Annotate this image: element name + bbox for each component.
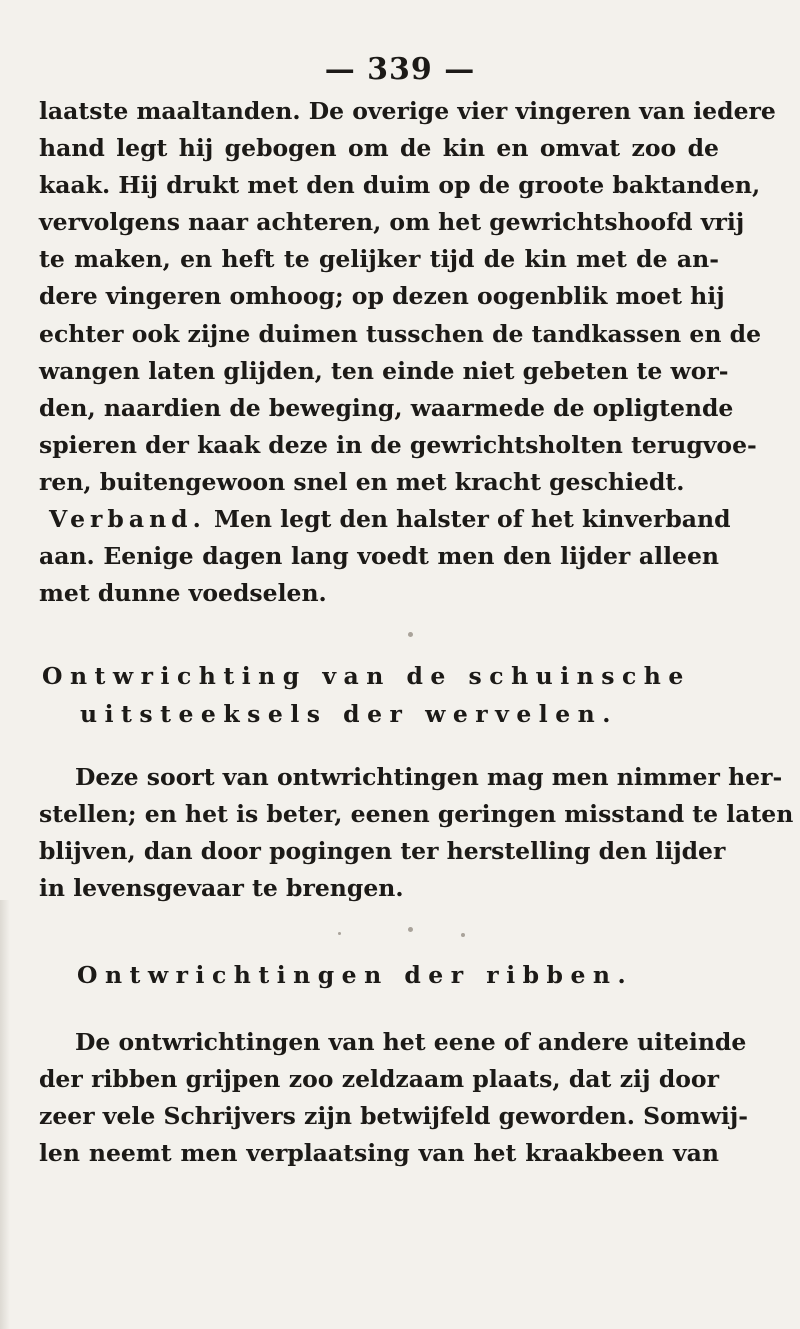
- text-line: met dunne voedselen.: [39, 579, 327, 608]
- text-line: Deze soort van ontwrichtingen mag men nimmer her-: [75, 763, 783, 791]
- text-line: ren, buitengewoon snel en met kracht geschiedt.: [39, 467, 685, 496]
- verband-text: Men legt den halster of het kinverband: [213, 505, 731, 534]
- ink-speck: [408, 927, 413, 932]
- text-line: spieren der kaak deze in de gewrichtsholten terugvoe-: [39, 430, 757, 459]
- text-line: len neemt men verplaatsing van het kraakbeen van: [39, 1139, 719, 1168]
- text-line: blijven, dan door pogingen ter herstelling den lijder: [39, 837, 726, 866]
- text-line: in levensgevaar te brengen.: [39, 874, 404, 903]
- section-heading-1: [42, 658, 722, 733]
- text-line: vervolgens naar achteren, om het gewrichtshoofd vrij: [39, 208, 745, 237]
- heading-line: Ontwrichting van de schuinsche: [42, 662, 691, 690]
- ink-speck: [408, 632, 413, 637]
- text-line: wangen laten glijden, ten einde niet gebeten te wor-: [39, 356, 729, 385]
- text-line: zeer vele Schrijvers zijn betwijfeld geworden. Somwij-: [39, 1102, 749, 1131]
- text-line: stellen; en het is beter, eenen geringen misstand te laten: [39, 800, 794, 829]
- text-line: laatste maaltanden. De overige vier vingeren van iedere: [39, 97, 776, 125]
- heading-line: Ontwrichtingen der ribben.: [77, 961, 634, 989]
- paragraph-1: [39, 93, 776, 612]
- text-line: hand legt hij gebogen om de kin en omvat zoo de: [39, 134, 719, 163]
- verband-line: [39, 501, 731, 538]
- page-edge-shadow: [0, 900, 10, 1329]
- page-number: — 339 —: [324, 52, 476, 87]
- text-line: aan. Eenige dagen lang voedt men den lijder alleen: [39, 542, 719, 571]
- text-line: der ribben grijpen zoo zeldzaam plaats, dat zij door: [39, 1065, 719, 1094]
- text-line: te maken, en heft te gelijker tijd de kin met de an-: [39, 245, 719, 274]
- text-line: dere vingeren omhoog; op dezen oogenblik moet hij: [39, 282, 725, 311]
- text-line: De ontwrichtingen van het eene of andere uiteinde: [75, 1028, 747, 1056]
- text-line: den, naardien de beweging, waarmede de opligtende: [39, 393, 734, 422]
- text-line: echter ook zijne duimen tusschen de tandkassen en de: [39, 319, 762, 348]
- text-line: kaak. Hij drukt met den duim op de groote baktanden,: [39, 171, 761, 200]
- verband-label: Verband.: [49, 505, 206, 534]
- section-heading-2: [77, 957, 757, 995]
- paragraph-4: [39, 1024, 749, 1172]
- ink-speck: [338, 932, 341, 935]
- paragraph-3: [39, 759, 794, 907]
- heading-line: uitsteeksels der wervelen.: [80, 699, 618, 728]
- ink-speck: [461, 933, 465, 937]
